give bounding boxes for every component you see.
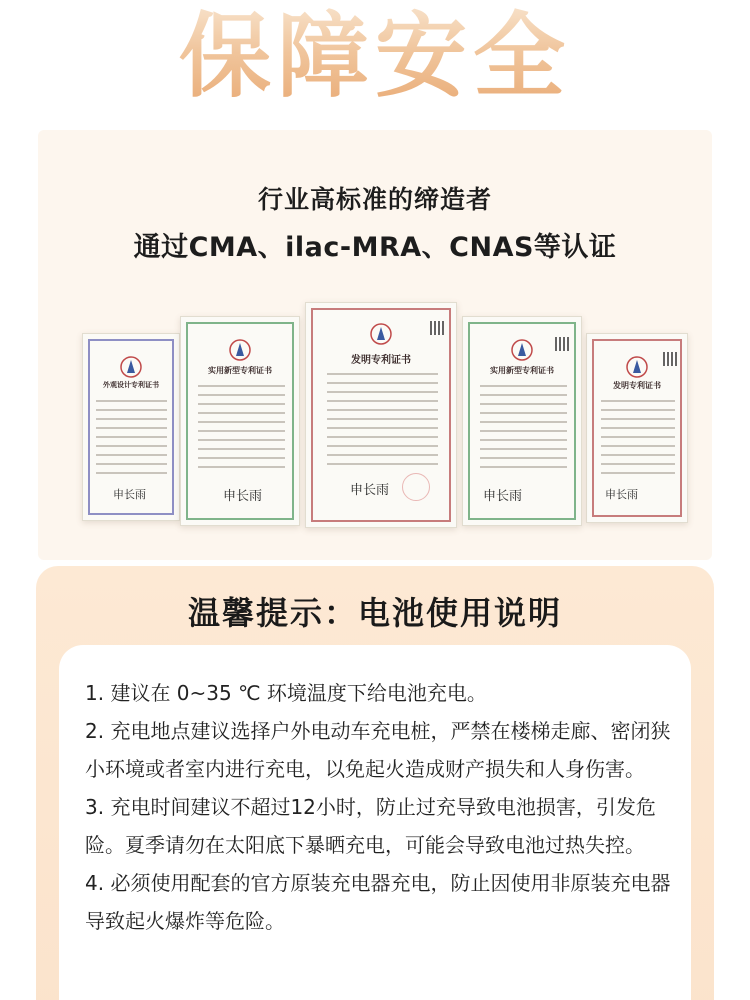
certificate-title: 实用新型专利证书 <box>208 365 272 375</box>
certificate-card <box>462 316 582 526</box>
certificate-signature: 申长雨 <box>350 483 390 498</box>
certificate-signature: 申长雨 <box>605 488 638 501</box>
certificate-card <box>82 333 180 521</box>
certificate-body-lines <box>198 385 285 475</box>
certificate-body-lines <box>480 385 567 475</box>
certificate-title: 发明专利证书 <box>351 355 411 366</box>
certificate-signature: 申长雨 <box>483 489 523 504</box>
certificate-heading: 行业高标准的缔造者 <box>257 185 492 214</box>
tip-item: 2. 充电地点建议选择户外电动车充电桩，严禁在楼梯走廊、密闭狭小环境或者室内进行充电，以免起火造成财产损失和人身伤害。 <box>85 719 671 781</box>
qr-code-icon <box>430 321 444 335</box>
patent-office-logo-icon <box>509 337 535 363</box>
certificate-title: 外观设计专利证书 <box>103 380 159 389</box>
hero-title: 保障安全 <box>0 2 750 112</box>
patent-office-logo-icon <box>624 354 650 380</box>
certificate-subheading: 通过CMA、ilac-MRA、CNAS等认证 <box>133 232 617 263</box>
certificate-card <box>305 302 457 528</box>
qr-code-icon <box>663 352 677 366</box>
patent-office-logo-icon <box>118 354 144 380</box>
certificate-body-lines <box>96 400 167 481</box>
certificate-card <box>586 333 688 523</box>
certificate-body-lines <box>327 373 438 472</box>
patent-office-logo-icon <box>227 337 253 363</box>
qr-code-icon <box>555 337 569 351</box>
certificate-signature: 申长雨 <box>113 488 146 501</box>
certificate-card <box>180 316 300 526</box>
patent-office-logo-icon <box>368 321 394 347</box>
certificate-body-lines <box>601 400 675 481</box>
certificate-signature: 申长雨 <box>223 489 263 504</box>
tip-item: 1. 建议在 0~35 ℃ 环境温度下给电池充电。 <box>85 681 487 705</box>
tips-list <box>85 674 685 940</box>
tip-item: 4. 必须使用配套的官方原装充电器充电，防止因使用非原装充电器导致起火爆炸等危险。 <box>85 871 671 933</box>
certificate-title: 发明专利证书 <box>613 380 661 390</box>
certificate-seal <box>402 473 430 501</box>
certificate-title: 实用新型专利证书 <box>490 365 554 375</box>
tips-title: 温馨提示：电池使用说明 <box>187 594 562 632</box>
tip-item: 3. 充电时间建议不超过12小时，防止过充导致电池损害，引发危险。夏季请勿在太阳底下暴晒充电，可能会导致电池过热失控。 <box>85 795 656 857</box>
